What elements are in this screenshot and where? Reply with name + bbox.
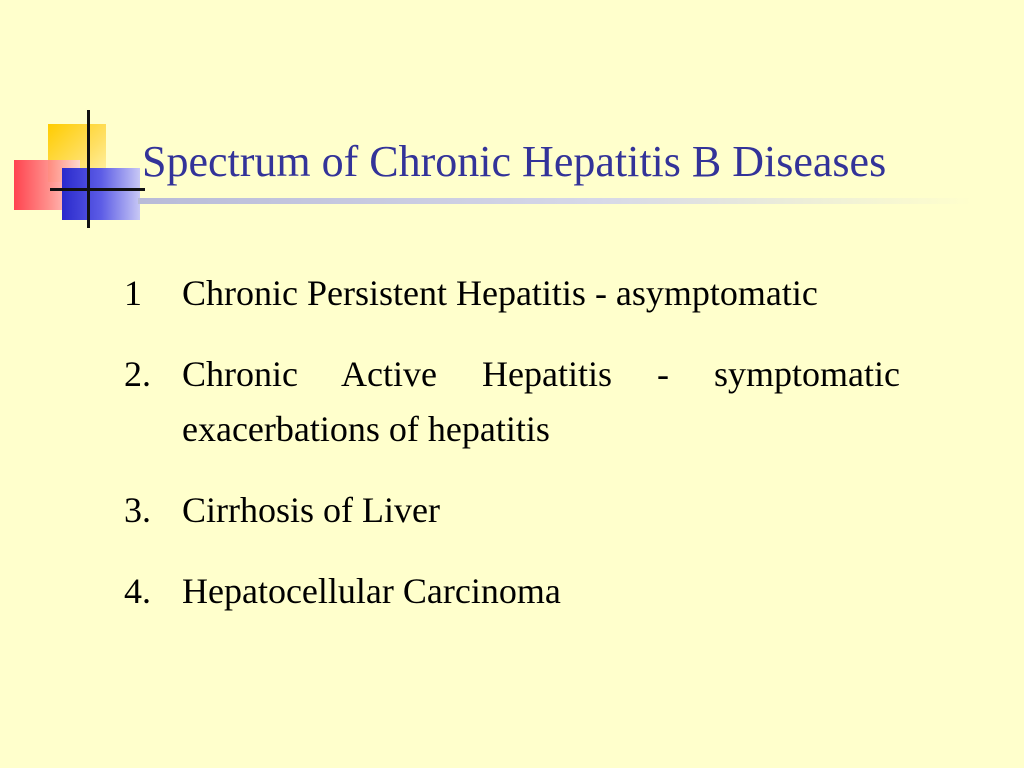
list-item-number: 4. xyxy=(124,571,151,611)
list-item-text: Cirrhosis of Liver xyxy=(182,490,440,530)
list-item xyxy=(124,483,900,538)
list-item-number: 1 xyxy=(124,273,142,313)
list-item-text: Hepatocellular Carcinoma xyxy=(182,571,561,611)
slide-logo xyxy=(0,0,150,240)
title-underline xyxy=(138,198,972,204)
list-item xyxy=(124,564,900,619)
list-item-number: 3. xyxy=(124,490,151,530)
logo-vertical-line xyxy=(87,110,90,228)
logo-horizontal-line xyxy=(50,188,145,191)
disease-list xyxy=(124,266,900,645)
logo-blue-square xyxy=(62,168,140,220)
list-item xyxy=(124,266,900,321)
list-item xyxy=(124,347,900,457)
list-item-text: Chronic Active Hepatitis - symptomatic exacerbations of hepatitis xyxy=(182,354,900,449)
list-item-number: 2. xyxy=(124,354,151,394)
slide-title: Spectrum of Chronic Hepatitis B Diseases xyxy=(142,137,887,186)
list-item-text: Chronic Persistent Hepatitis - asymptomatic xyxy=(182,273,818,313)
